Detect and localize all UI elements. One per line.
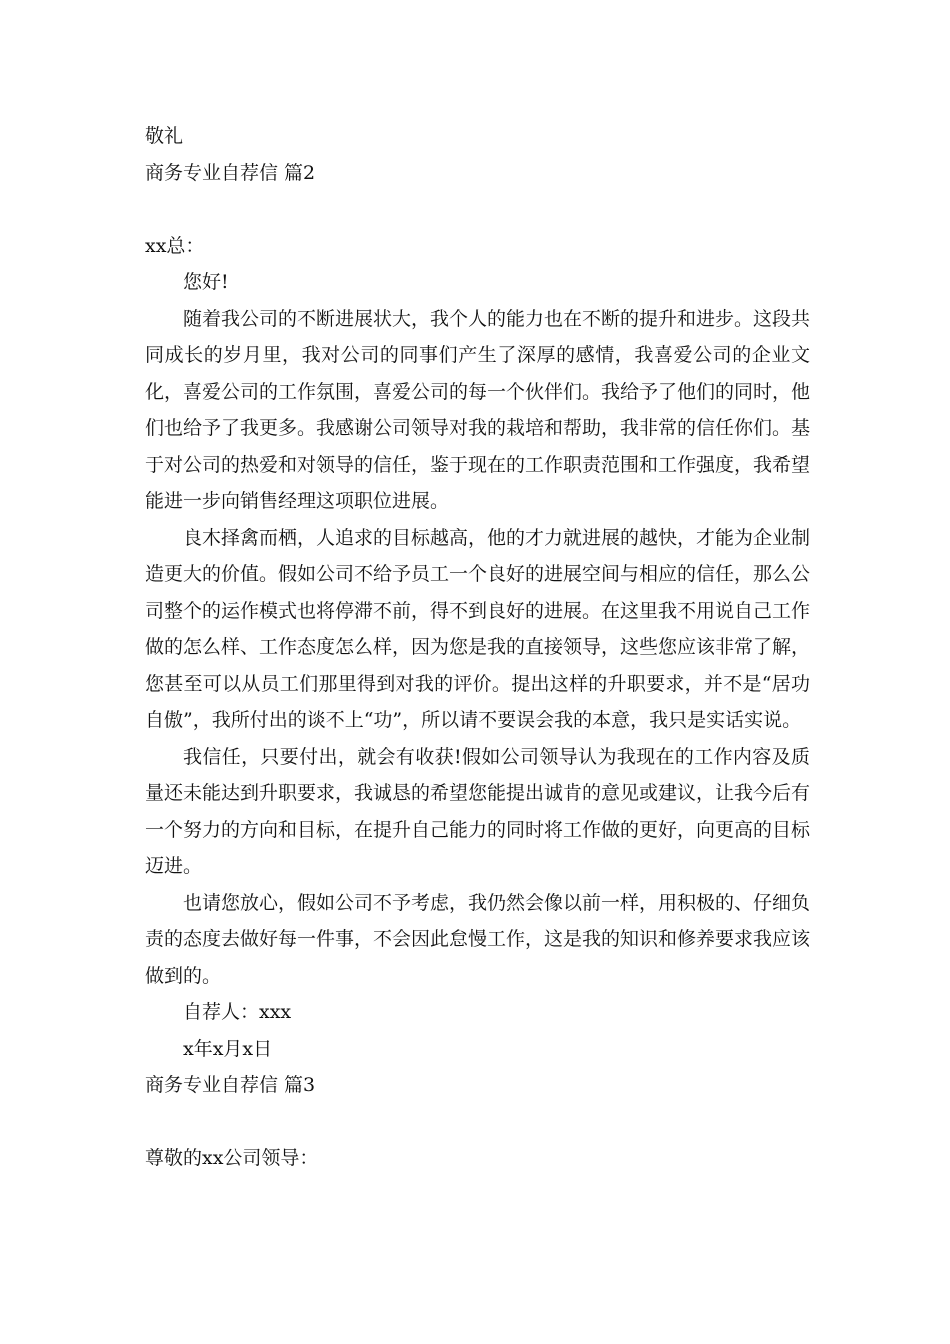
document-page [145,118,810,1177]
signature-line: 自荐人：xxx [183,1001,292,1023]
salutation-2: xx总： [145,234,205,257]
section-heading-2: 商务专业自荐信 篇2 [145,161,316,184]
section-heading-3: 商务专业自荐信 篇3 [145,1074,316,1096]
blank-line [145,191,810,228]
salutation-3: 尊敬的xx公司领导： [145,1147,319,1169]
greeting-2: 您好! [183,271,229,293]
blank-line [145,1104,810,1141]
date-line: x年x月x日 [183,1037,273,1060]
paragraph-4: 也请您放心，假如公司不予考虑，我仍然会像以前一样，用积极的、仔细负责的态度去做好每一件事，不会因此怠慢工作，这是我的知识和修养要求我应该做到的。 [145,891,811,987]
paragraph-3: 我信任，只要付出，就会有收获!假如公司领导认为我现在的工作内容及质量还未能达到升职要求，我诚恳的希望您能提出诚肯的意见或建议，让我今后有一个努力的方向和目标，在提升自己能力的同时将工作做的更好，向更高的目标迈进。 [145,745,811,877]
paragraph-2: 良木择禽而栖，人追求的目标越高，他的才力就进展的越快，才能为企业制造更大的价值。假如公司不给予员工一个良好的进展空间与相应的信任，那么公司整个的运作模式也将停滞不前，得不到良好的进展。在这里我不用说自己工作做的怎么样、工作态度怎么样，因为您是我的直接领导，这些您应该非常了解，您甚至可以从员工们那里得到对我的评价。提出这样的升职要求，并不是“居功自傲”，我所付出的谈不上“功”，所以请不要误会我的本意，我只是实话实说。 [145,526,811,731]
closing-text: 敬礼 [145,125,184,147]
paragraph-1: 随着我公司的不断进展状大，我个人的能力也在不断的提升和进步。这段共同成长的岁月里，我对公司的同事们产生了深厚的感情，我喜爱公司的企业文化，喜爱公司的工作氛围，喜爱公司的每一个伙伴们。我给予了他们的同时，他们也给予了我更多。我感谢公司领导对我的栽培和帮助，我非常的信任你们。基于对公司的热爱和对领导的信任，鉴于现在的工作职责范围和工作强度，我希望能进一步向销售经理这项职位进展。 [145,307,811,512]
